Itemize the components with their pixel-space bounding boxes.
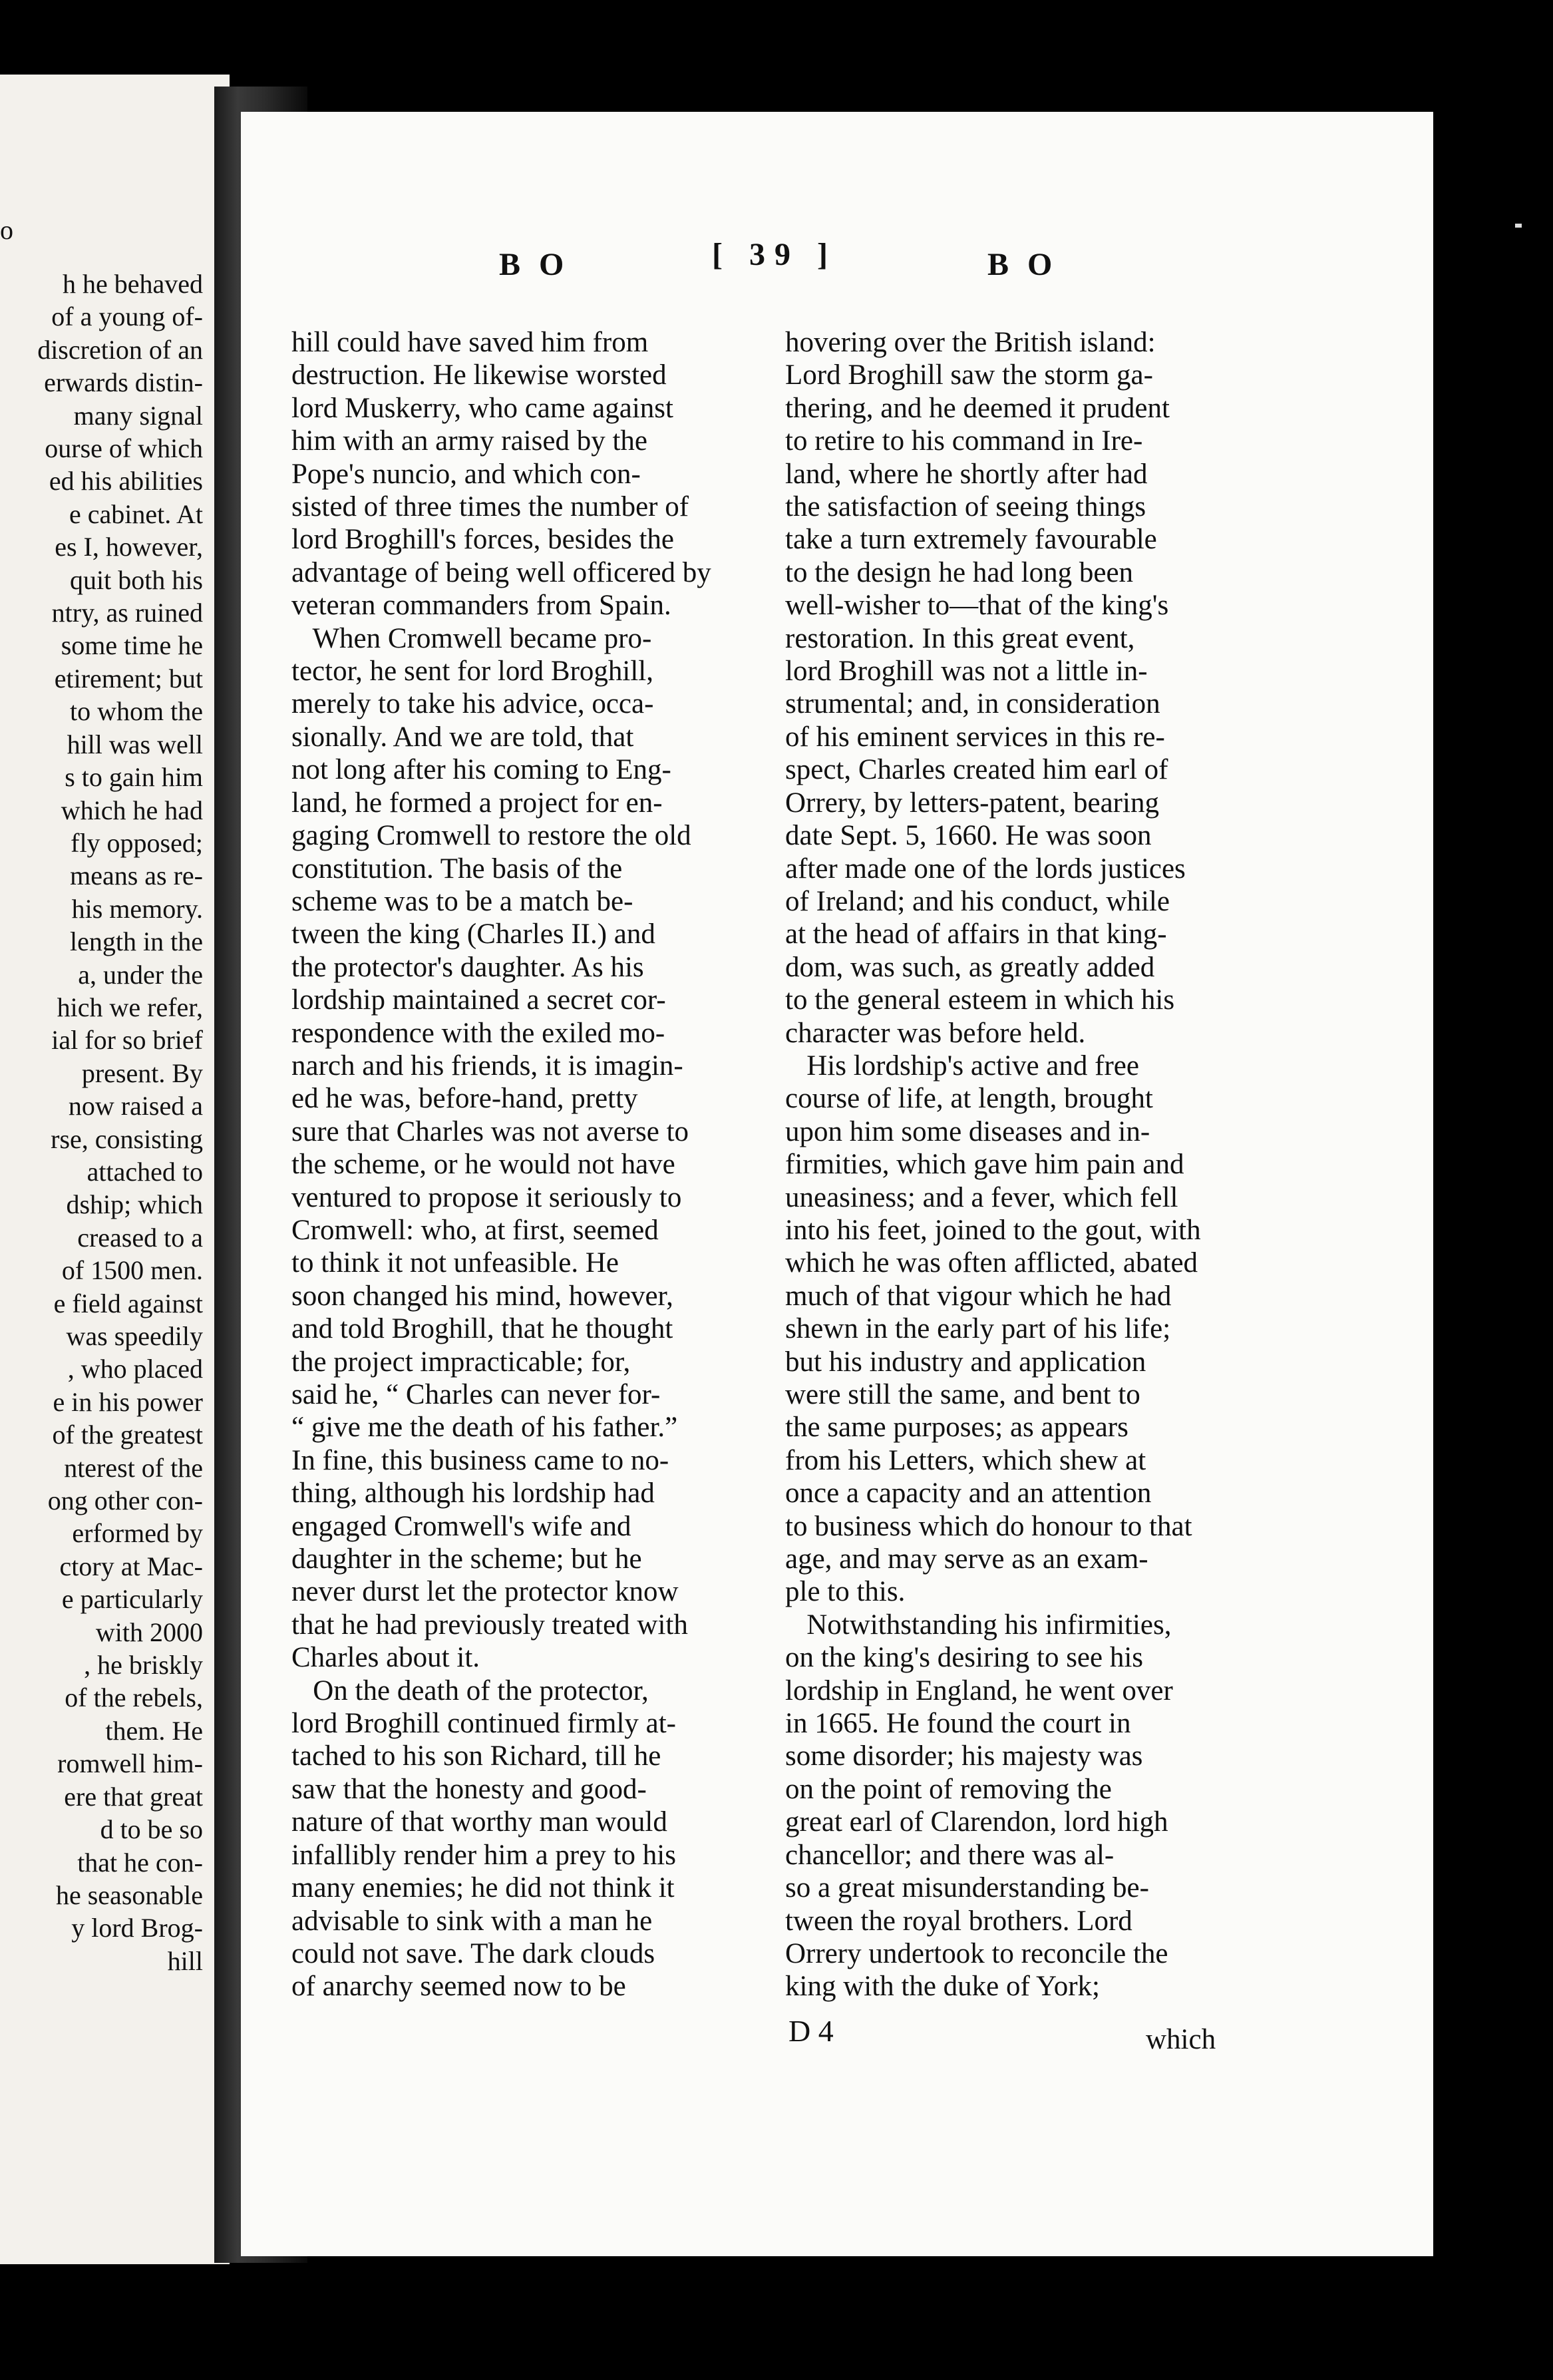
text-line: lord Broghill was not a little in- [785,656,1148,688]
left-page-line: that he con- [77,1847,203,1878]
text-line: of his eminent services in this re- [785,721,1165,753]
text-line: that he had previously treated with [291,1609,688,1641]
text-line: uneasiness; and a fever, which fell [785,1181,1178,1213]
text-line: Pope's nuncio, and which con- [291,458,641,490]
text-line: the scheme, or he would not have [291,1149,675,1181]
left-page-line: h he behaved [62,269,203,299]
left-page-line: ctory at Mac- [59,1551,203,1581]
text-line: infallibly render him a prey to his [291,1839,676,1871]
text-line: age, and may serve as an exam- [785,1543,1148,1575]
text-line: at the head of affairs in that king- [785,918,1167,950]
facing-page-left [0,75,230,2264]
text-line: strumental; and, in consideration [785,688,1160,720]
text-line: soon changed his mind, however, [291,1280,673,1312]
left-page-line: means as re- [70,861,203,891]
text-line: ple to this. [785,1576,906,1608]
text-line: tector, he sent for lord Broghill, [291,656,654,688]
left-page-line: was speedily [66,1321,203,1351]
text-line: lord Broghill continued firmly at- [291,1708,677,1740]
left-page-line: a, under the [78,959,203,990]
text-line: On the death of the protector, [291,1675,649,1706]
text-line: much of that vigour which he had [785,1280,1172,1312]
text-line: into his feet, joined to the gout, with [785,1214,1201,1246]
left-page-line: dship; which [66,1189,203,1220]
text-line: many enemies; he did not think it [291,1872,675,1904]
left-page-top-mark: o [0,215,13,245]
left-page-line: d to be so [100,1814,203,1845]
left-page-line: ourse of which [45,433,203,464]
text-line: spect, Charles created him earl of [785,754,1168,786]
text-line: Charles about it. [291,1642,480,1674]
text-line: lord Broghill's forces, besides the [291,524,674,556]
left-page-line: length in the [70,926,203,957]
text-line: but his industry and application [785,1346,1146,1378]
text-line: Cromwell: who, at first, seemed [291,1214,659,1246]
left-page-line: them. He [105,1715,203,1746]
left-page-line: hich we refer, [57,992,203,1022]
text-line: once a capacity and an attention [785,1478,1152,1509]
text-line: firmities, which gave him pain and [785,1149,1184,1181]
text-line: take a turn extremely favourable [785,524,1157,556]
text-line: the same purposes; as appears [785,1412,1128,1444]
left-page-line: many signal [73,400,203,431]
text-line: the project impracticable; for, [291,1346,631,1378]
text-line: ed he was, before-hand, pretty [291,1083,638,1115]
text-line: His lordship's active and free [785,1050,1139,1082]
text-line: hovering over the British island: [785,327,1156,358]
text-line: character was before held. [785,1017,1086,1049]
text-line: hill could have saved him from [291,327,649,358]
text-line: daughter in the scheme; but he [291,1543,642,1575]
text-line: merely to take his advice, occa- [291,688,654,720]
left-page-text [0,268,203,1977]
text-line: nature of that worthy man would [291,1806,667,1838]
left-page-line: attached to [86,1156,203,1187]
text-line: lord Muskerry, who came against [291,392,673,424]
text-line: sionally. And we are told, that [291,721,634,753]
catchword: which [1146,2024,1216,2055]
left-page-line: e in his power [53,1386,203,1417]
left-page-line: , who placed [67,1354,203,1384]
text-line: Lord Broghill saw the storm ga- [785,359,1153,391]
text-line: some disorder; his majesty was [785,1740,1143,1772]
text-line: of anarchy seemed now to be [291,1971,626,2003]
text-line: scheme was to be a match be- [291,885,633,917]
text-line: on the point of removing the [785,1773,1112,1805]
text-column-right [785,326,1238,2003]
text-line: to business which do honour to that [785,1510,1192,1542]
text-line: never durst let the protector know [291,1576,679,1608]
left-page-line: quit both his [69,564,203,595]
text-line: the satisfaction of seeing things [785,491,1146,523]
left-page-line: s to gain him [65,762,203,793]
text-line: course of life, at length, brought [785,1083,1153,1115]
left-page-line: etirement; but [54,663,203,694]
text-line: land, where he shortly after had [785,458,1148,490]
left-page-line: some time he [61,630,203,661]
text-line: to the general esteem in which his [785,984,1175,1016]
left-page-line: erformed by [72,1518,203,1549]
left-page-line: of the rebels, [65,1683,203,1713]
text-line: veteran commanders from Spain. [291,590,671,622]
left-page-line: es I, however, [55,532,203,562]
text-line: well-wisher to—that of the king's [785,590,1169,622]
left-page-line: nterest of the [64,1452,203,1483]
text-line: thering, and he deemed it prudent [785,392,1170,424]
text-line: chancellor; and there was al- [785,1839,1115,1871]
text-line: the protector's daughter. As his [291,951,644,983]
left-page-line: which he had [61,795,203,825]
left-page-line: with 2000 [95,1617,203,1647]
text-line: When Cromwell became pro- [291,622,652,654]
text-line: and told Broghill, that he thought [291,1313,673,1345]
text-line: tached to his son Richard, till he [291,1740,661,1772]
text-line: restoration. In this great event, [785,622,1135,654]
left-page-line: present. By [81,1058,203,1088]
text-line: on the king's desiring to see his [785,1642,1144,1674]
text-line: to the design he had long been [785,556,1134,588]
text-line: could not save. The dark clouds [291,1937,655,1969]
text-line: thing, although his lordship had [291,1478,655,1509]
text-line: saw that the honesty and good- [291,1773,647,1805]
left-page-line: he seasonable [55,1880,203,1910]
text-line: narch and his friends, it is imagin- [291,1050,683,1082]
text-line: sisted of three times the number of [291,491,689,523]
left-page-line: ong other con- [47,1486,203,1516]
running-head-left: B O [499,247,570,282]
text-line: were still the same, and bent to [785,1379,1140,1410]
text-line: engaged Cromwell's wife and [291,1510,631,1542]
text-line: lordship in England, he went over [785,1675,1173,1706]
text-line: said he, “ Charles can never for- [291,1379,661,1410]
signature-mark: D 4 [788,2014,834,2048]
text-line: advisable to sink with a man he [291,1905,653,1937]
text-line: tween the royal brothers. Lord [785,1905,1132,1937]
text-line: date Sept. 5, 1660. He was soon [785,820,1152,852]
left-page-line: y lord Brog- [71,1913,203,1943]
text-line: land, he formed a project for en- [291,787,663,819]
running-head-right: B O [987,247,1058,282]
left-page-line: ial for so brief [51,1025,203,1056]
text-line: Orrery undertook to reconcile the [785,1937,1168,1969]
left-page-line: of the greatest [52,1420,203,1450]
text-line: respondence with the exiled mo- [291,1017,665,1049]
left-page-line: creased to a [77,1222,203,1253]
text-line: great earl of Clarendon, lord high [785,1806,1168,1838]
left-page-line: rse, consisting [51,1123,203,1154]
text-line: dom, was such, as greatly added [785,951,1155,983]
text-line: ventured to propose it seriously to [291,1181,682,1213]
left-page-line: ed his abilities [49,466,203,496]
page-number: [ 39 ] [712,237,837,272]
text-line: not long after his coming to Eng- [291,754,671,786]
left-page-line: , he briskly [84,1650,203,1681]
margin-speck [1515,224,1522,228]
text-line: sure that Charles was not averse to [291,1115,689,1147]
text-line: In fine, this business came to no- [291,1444,669,1476]
text-line: tween the king (Charles II.) and [291,918,655,950]
left-page-line: discretion of an [37,334,203,365]
text-line: shewn in the early part of his life; [785,1313,1171,1345]
left-page-line: ere that great [64,1781,203,1812]
left-page-line: e particularly [61,1584,203,1615]
left-page-line: ntry, as ruined [51,598,203,628]
text-line: lordship maintained a secret cor- [291,984,666,1016]
left-page-line: romwell him- [57,1748,203,1779]
left-page-line: e field against [53,1288,203,1318]
text-line: advantage of being well officered by [291,556,711,588]
text-line: of Ireland; and his conduct, while [785,885,1170,917]
text-line: Orrery, by letters-patent, bearing [785,787,1159,819]
text-line: from his Letters, which shew at [785,1444,1146,1476]
text-line: Notwithstanding his infirmities, [785,1609,1172,1641]
left-page-line: of a young of- [51,301,203,332]
left-page-line: his memory. [71,893,203,924]
left-page-line: of 1500 men. [61,1255,203,1286]
text-line: after made one of the lords justices [785,853,1186,885]
text-line: to think it not unfeasible. He [291,1247,619,1279]
text-line: gaging Cromwell to restore the old [291,820,691,852]
text-line: destruction. He likewise worsted [291,359,667,391]
left-page-line: e cabinet. At [69,498,203,529]
text-line: in 1665. He found the court in [785,1708,1131,1740]
text-line: “ give me the death of his father.” [291,1412,678,1444]
left-page-line: now raised a [68,1091,203,1121]
left-page-line: erwards distin- [44,367,203,398]
text-line: to retire to his command in Ire- [785,425,1143,457]
left-page-line: hill was well [67,729,203,759]
left-page-line: to whom the [70,696,203,727]
text-line: which he was often afflicted, abated [785,1247,1198,1279]
text-column-left [291,326,744,2003]
text-line: king with the duke of York; [785,1971,1100,2003]
text-line: upon him some diseases and in- [785,1115,1150,1147]
text-line: so a great misunderstanding be- [785,1872,1149,1904]
left-page-line: fly opposed; [71,827,203,858]
text-line: constitution. The basis of the [291,853,623,885]
text-line: him with an army raised by the [291,425,647,457]
left-page-line: hill [167,1945,203,1976]
